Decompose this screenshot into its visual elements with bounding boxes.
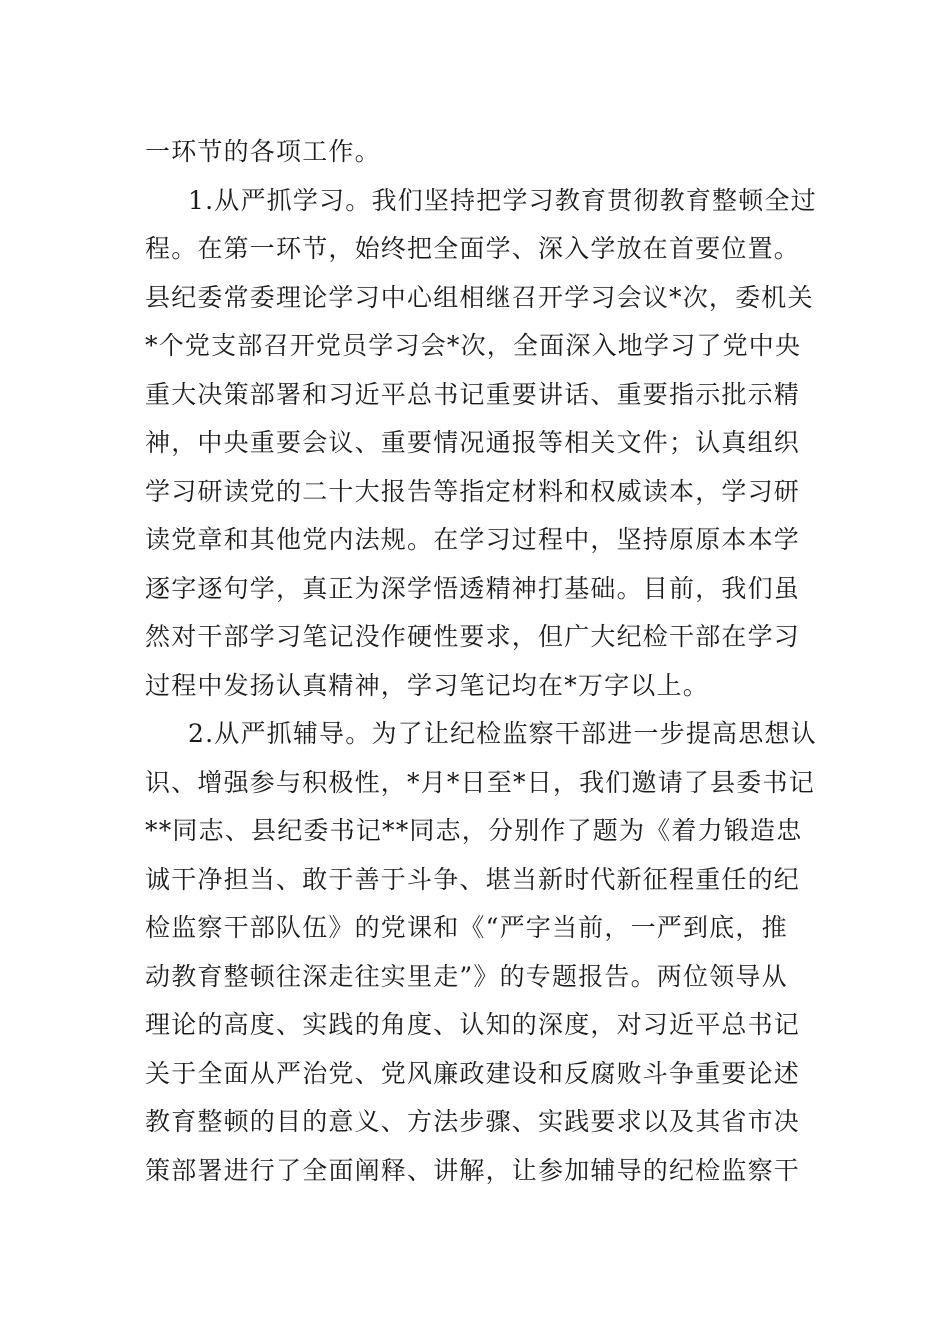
text-line-7: 神，中央重要会议、重要情况通报等相关文件；认真组织	[145, 428, 801, 457]
text-line-18: 动教育整顿往深走往实里走”》的专题报告。两位领导从	[145, 961, 788, 991]
text-line-9: 读党章和其他党内法规。在学习过程中，坚持原原本本学	[145, 525, 801, 554]
text-line-11: 然对干部学习笔记没作硬性要求，但广大纪检干部在学习	[145, 622, 801, 651]
text-line-1: 一环节的各项工作。	[145, 137, 381, 166]
text-line-16: 诚干净担当、敢于善于斗争、堪当新时代新征程重任的纪	[145, 864, 801, 894]
document-body	[145, 128, 817, 1195]
text-line-8: 学习研读党的二十大报告等指定材料和权威读本，学习研	[145, 476, 801, 506]
text-line-4: 县纪委常委理论学习中心组相继召开学习会议*次，委机关	[145, 282, 814, 312]
text-line-12: 过程中发扬认真精神，学习笔记均在*万字以上。	[145, 670, 709, 700]
text-line-6: 重大决策部署和习近平总书记重要讲话、重要指示批示精	[145, 379, 801, 409]
text-line-21: 教育整顿的目的意义、方法步骤、实践要求以及其省市决	[145, 1107, 801, 1136]
text-line-14: 识、增强参与积极性，*月*日至*日，我们邀请了县委书记	[145, 767, 815, 797]
paragraph-1-heading-line: 1.从严抓学习。我们坚持把学习教育贯彻教育整顿全过	[188, 185, 817, 215]
text-line-22: 策部署进行了全面阐释、讲解，让参加辅导的纪检监察干	[145, 1155, 801, 1185]
text-line-5: *个党支部召开党员学习会*次，全面深入地学习了党中央	[145, 331, 802, 360]
text-line-17: 检监察干部队伍》的党课和《“严字当前，一严到底，推	[145, 913, 788, 942]
text-line-15: **同志、县纪委书记**同志，分别作了题为《着力锻造忠	[145, 816, 803, 845]
text-line-20: 关于全面从严治党、党风廉政建设和反腐败斗争重要论述	[145, 1058, 801, 1088]
text-line-3: 程。在第一环节，始终把全面学、深入学放在首要位置。	[145, 234, 801, 263]
paragraph-2-heading-line: 2.从严抓辅导。为了让纪检监察干部进一步提高思想认	[188, 719, 817, 748]
text-line-10: 逐字逐句学，真正为深学悟透精神打基础。目前，我们虽	[145, 573, 801, 603]
text-line-19: 理论的高度、实践的角度、认知的深度，对习近平总书记	[145, 1010, 801, 1039]
